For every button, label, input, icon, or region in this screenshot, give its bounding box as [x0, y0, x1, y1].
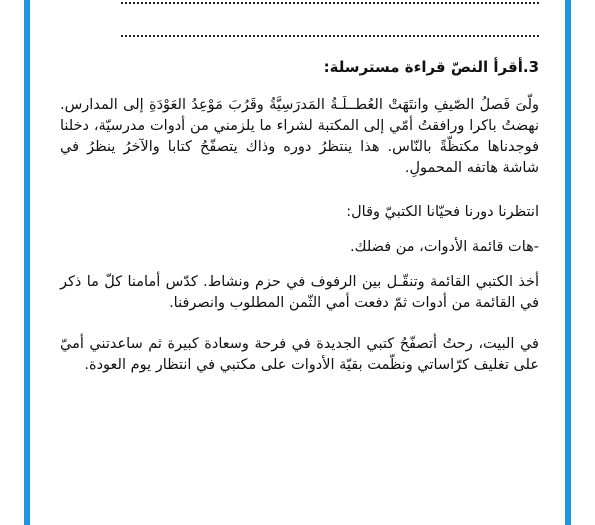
answer-line [121, 2, 539, 4]
answer-line [121, 35, 539, 37]
story-paragraph-2: انتظرنا دورنا فحيّانا الكتبيّ وقال: [346, 204, 539, 220]
exercise-heading: 3.أقرأ النصّ قراءة مسترسلة: [323, 58, 539, 76]
story-paragraph-1: ولّىَ فَصلُ الصّيفِ وانتَهَتْ العُطــلَـةُ المَدرَسِيَّةُ وقَرُبَ مَوْعِدُ العَوْدَةِ إلى المدارس. نهضتُ باكرا ورافقتُ أمّي إلى المكتبة لشراء ما يلزمني من أدوات مدرسيّة، دخلنا فوجدناها مكتظّةً بالنّاس. هذا ينتظرُ دوره وذاك يتصفّحُ كتابا والآخرُ ينظرُ في شاشة هاتفه المحمولِ. [60, 97, 539, 176]
story-paragraph-4: أخذ الكتبي القائمة وتنقّـل بين الرفوف في حزم ونشاط. كدّس أمامنا كلّ ما ذكر في القائمة من أدوات ثمّ دفعت أمي الثّمن المطلوب وانصرفنا. [60, 274, 539, 311]
page-border-left [24, 0, 30, 525]
story-paragraph-5: في البيت، رحتُ أتصفّحُ كتبي الجديدة في فرحة وسعادة كبيرة ثم ساعدتني أميّ على تغليف كرّاساتي ونظّمت بقيّة الأدوات على مكتبي في انتظار يوم العودة. [60, 336, 539, 373]
story-paragraph-3: -هات قائمة الأدوات، من فضلك. [350, 239, 539, 255]
page-border-right [565, 0, 571, 525]
